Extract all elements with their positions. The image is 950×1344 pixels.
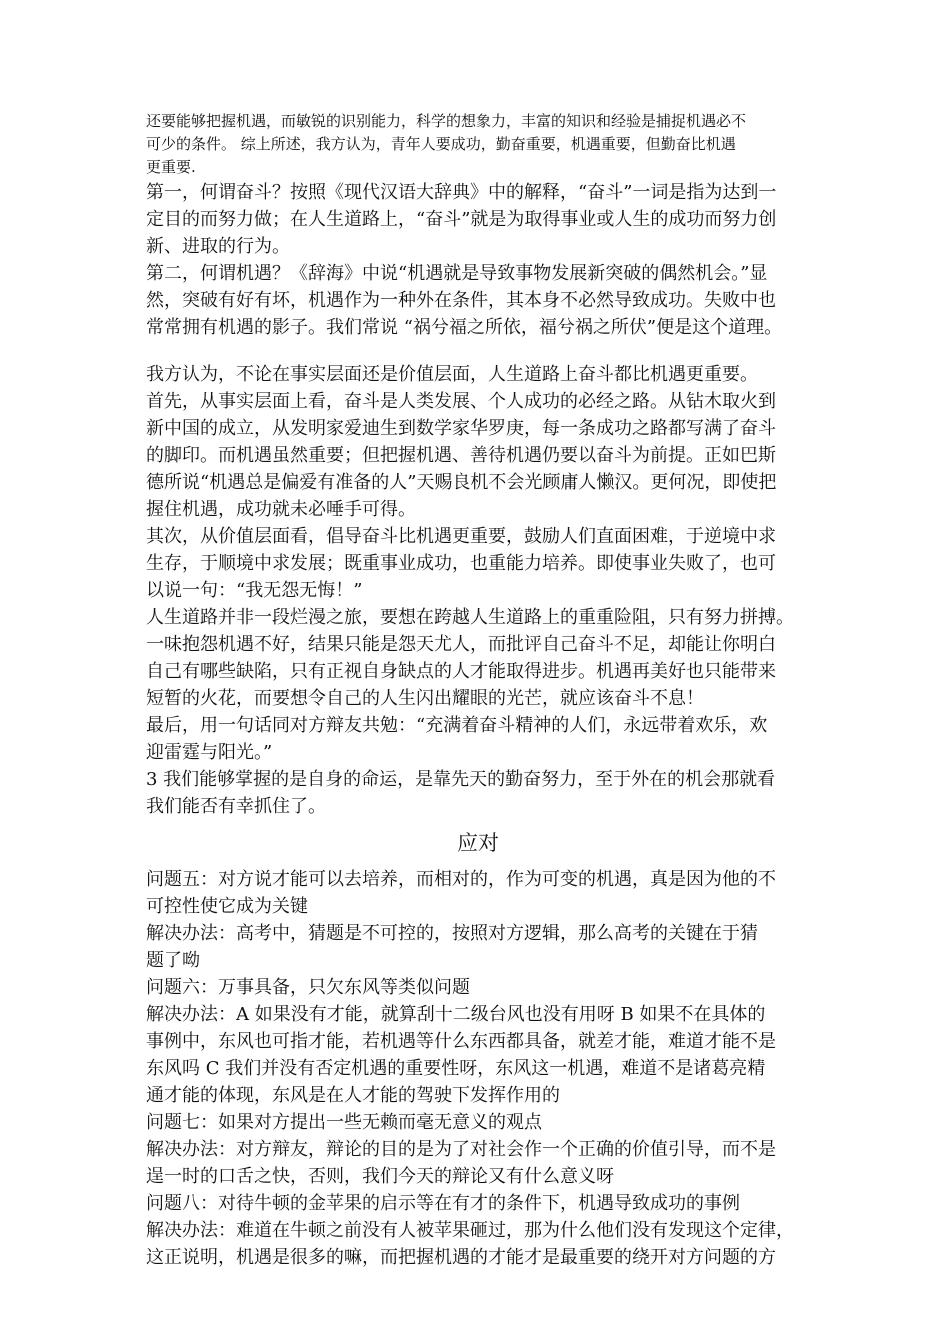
body-line: 第一，何谓奋斗？按照《现代汉语大辞典》中的解释，“奋斗”一词是指为达到一	[146, 182, 777, 203]
response-line: 问题八：对待牛顿的金苹果的启示等在有才的条件下，机遇导致成功的事例	[146, 1193, 740, 1214]
body-line: 一味抱怨机遇不好，结果只能是怨天尤人，而批评自己奋斗不足，却能让你明白	[146, 634, 776, 655]
body-line: 我们能否有幸抓住了。	[146, 796, 326, 817]
response-line: 解决办法：高考中，猜题是不可控的，按照对方逻辑，那么高考的关键在于猜	[146, 923, 758, 944]
body-line: 最后，用一句话同对方辩友共勉：“充满着奋斗精神的人们，永远带着欢乐，欢	[146, 715, 768, 736]
intro-line: 可少的条件。 综上所述，我方认为，青年人要成功，勤奋重要，机遇重要，但勤奋比机遇	[146, 135, 736, 153]
body-line: 德所说“机遇总是偏爱有准备的人”天赐良机不会光顾庸人懒汉。更何况，即使把	[146, 472, 777, 493]
body-line: 自己有哪些缺陷，只有正视自身缺点的人才能取得进步。机遇再美好也只能带来	[146, 661, 776, 682]
body-line: 其次，从价值层面看，倡导奋斗比机遇更重要，鼓励人们直面困难，于逆境中求	[146, 526, 776, 547]
body-line: 人生道路并非一段烂漫之旅，要想在跨越人生道路上的重重险阻，只有努力拼搏。	[146, 607, 794, 628]
response-line: 问题七：如果对方提出一些无赖而毫无意义的观点	[146, 1112, 542, 1133]
intro-line: 更重要.	[146, 158, 196, 176]
body-line: 第二，何谓机遇？《辞海》中说“机遇就是导致事物发展新突破的偶然机会。”显	[146, 263, 768, 284]
response-line: 通才能的体现，东风是在人才能的驾驶下发挥作用的	[146, 1085, 560, 1106]
intro-line: 还要能够把握机遇，而敏锐的识别能力，科学的想象力，丰富的知识和经验是捕捉机遇必不	[146, 112, 747, 130]
body-line: 握住机遇，成功就未必唾手可得。	[146, 499, 416, 520]
response-line: 东风吗 C 我们并没有否定机遇的重要性呀，东风这一机遇，难道不是诸葛亮精	[146, 1058, 766, 1079]
body-line: 以说一句：“我无怨无悔！”	[146, 580, 363, 601]
body-line: 生存，于顺境中求发展；既重事业成功，也重能力培养。即使事业失败了，也可	[146, 553, 776, 574]
response-line: 问题五：对方说才能可以去培养，而相对的，作为可变的机遇，真是因为他的不	[146, 869, 776, 890]
response-line: 逞一时的口舌之快，否则，我们今天的辩论又有什么意义呀	[146, 1166, 614, 1187]
body-line: 定目的而努力做；在人生道路上，“奋斗”就是为取得事业或人生的成功而努力创	[146, 209, 777, 230]
body-line: 新、进取的行为。	[146, 236, 290, 257]
blank-line	[146, 341, 810, 361]
body-line: 首先，从事实层面上看，奋斗是人类发展、个人成功的必经之路。从钻木取火到	[146, 391, 776, 412]
body-line: 3 我们能够掌握的是自身的命运，是靠先天的勤奋努力，至于外在的机会那就看	[146, 769, 776, 790]
response-line: 可控性使它成为关键	[146, 896, 308, 917]
response-line: 解决办法：难道在牛顿之前没有人被苹果砸过，那为什么他们没有发现这个定律，	[146, 1220, 794, 1241]
response-line: 解决办法：A 如果没有才能，就算刮十二级台风也没有用呀 B 如果不在具体的	[146, 1004, 766, 1025]
response-line: 题了呦	[146, 950, 200, 971]
document-body	[146, 110, 810, 1271]
body-line: 新中国的成立，从发明家爱迪生到数学家华罗庚，每一条成功之路都写满了奋斗	[146, 418, 776, 439]
response-line: 这正说明，机遇是很多的嘛，而把握机遇的才能才是最重要的绕开对方问题的方	[146, 1247, 776, 1268]
response-line: 解决办法：对方辩友，辩论的目的是为了对社会作一个正确的价值引导，而不是	[146, 1139, 776, 1160]
section-heading: 应对	[457, 831, 499, 855]
body-line: 常常拥有机遇的影子。我们常说 “祸兮福之所依，福兮祸之所伏”便是这个道理。	[146, 317, 783, 338]
body-line: 迎雷霆与阳光。”	[146, 742, 273, 763]
body-line: 短暂的火花，而要想令自己的人生闪出耀眼的光芒，就应该奋斗不息！	[146, 688, 704, 709]
body-line: 然，突破有好有坏，机遇作为一种外在条件，其本身不必然导致成功。失败中也	[146, 290, 776, 311]
body-line: 的脚印。而机遇虽然重要；但把握机遇、善待机遇仍要以奋斗为前提。正如巴斯	[146, 445, 776, 466]
response-line: 事例中，东风也可指才能，若机遇等什么东西都具备，就差才能，难道才能不是	[146, 1031, 776, 1052]
response-line: 问题六：万事具备，只欠东风等类似问题	[146, 977, 470, 998]
body-line: 我方认为，不论在事实层面还是价值层面，人生道路上奋斗都比机遇更重要。	[146, 364, 758, 385]
